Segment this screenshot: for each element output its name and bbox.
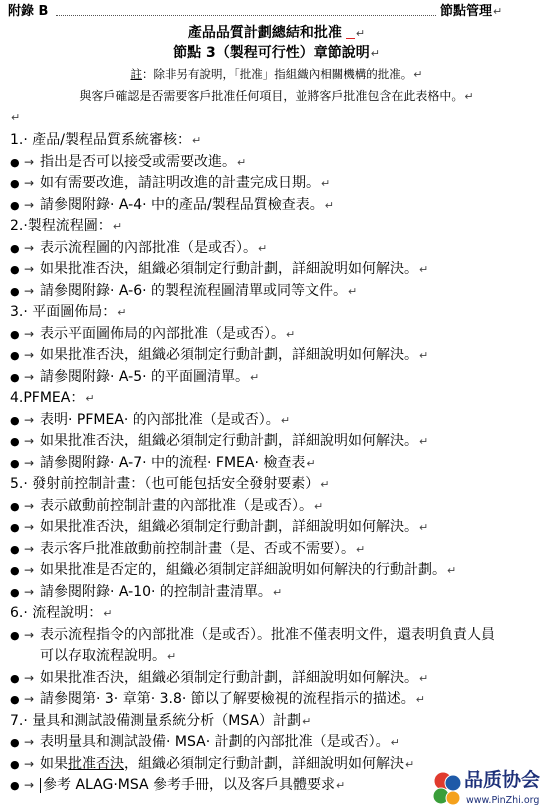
list-item-text: 表示客戶批准啟動前控制計畫（是、否或不需要）。: [40, 540, 355, 557]
list-item-text: 請參閱附錄· A-5· 的平面圖清單。: [40, 368, 250, 385]
section-heading: [0, 130, 553, 152]
tab-mark: →: [24, 434, 35, 448]
paragraph-mark: ↵: [306, 456, 316, 470]
header-section-text: 節點管理: [440, 4, 493, 19]
tab-mark: →: [24, 283, 35, 298]
paragraph-mark: ↵: [390, 736, 400, 749]
flagged-text: 批准否決: [68, 755, 124, 772]
section-heading: [0, 216, 553, 238]
section-heading: [0, 474, 553, 496]
logo-name: 品质协会: [464, 769, 541, 791]
tab-mark: →: [24, 369, 35, 384]
list-item-text: 表示流程指令的內部批准（是或否）。批准不僅表明文件，還表明負責人員: [40, 626, 495, 643]
paragraph-mark: ↵: [324, 198, 334, 212]
bullet-icon: ●: [10, 693, 20, 706]
bullet-icon: ●: [10, 542, 20, 556]
paragraph-mark: ↵: [370, 47, 380, 60]
document-subtitle: [0, 44, 553, 63]
dotted-leader: [56, 15, 436, 16]
list-item-text-suffix: ，組織必須制定行動計劃，詳細說明如何解決: [124, 755, 404, 772]
bullet-icon: ●: [10, 327, 20, 341]
approval-note: [0, 65, 553, 84]
paragraph-mark: ↵: [112, 220, 123, 233]
tab-mark: →: [24, 735, 35, 749]
list-item-text: 表明量具和測試設備· MSA· 計劃的內部批准（是或否）。: [40, 734, 390, 750]
paragraph-mark: ↵: [314, 499, 324, 513]
tab-mark: →: [24, 176, 35, 190]
bullet-icon: ●: [10, 564, 20, 577]
paragraph-mark: ↵: [493, 5, 503, 18]
paragraph-mark: ↵: [405, 757, 415, 771]
paragraph-mark: ↵: [419, 349, 429, 362]
list-item-text: 表示流程圖的內部批准（是或否）。: [40, 239, 257, 256]
list-item-text: 請參閱附錄· A-6· 的製程流程圖清單或同等文件。: [40, 282, 348, 299]
section-heading-text: 2.·製程流程圖：: [10, 218, 112, 234]
list-item-text: 如果批准是否定的，組織必須制定詳細說明如何解決的行動計劃。: [40, 562, 446, 578]
list-item-text: 表示啟動前控制計畫的內部批准（是或否）。: [40, 497, 313, 514]
customer-note-text: 與客戶確認是否需要客戶批准任何項目，並將客戶批准包含在此表格中。: [79, 89, 464, 103]
document-body: [0, 130, 553, 797]
tab-mark: →: [24, 692, 35, 706]
list-item: [0, 496, 553, 518]
paragraph-mark: ↵: [413, 68, 423, 81]
tab-mark: →: [24, 262, 35, 276]
list-item: [0, 195, 553, 217]
paragraph-mark: ↵: [85, 392, 95, 405]
appendix-label: 附錄 B: [8, 4, 49, 19]
watermark-logo: [432, 768, 553, 810]
bullet-icon: ●: [10, 155, 20, 169]
paragraph-mark: ↵: [415, 693, 425, 706]
paragraph-mark: ↵: [320, 478, 330, 491]
tab-mark: →: [24, 240, 35, 255]
list-item: [0, 367, 553, 389]
bullet-icon: ●: [10, 263, 20, 276]
bullet-icon: ●: [10, 370, 20, 384]
tab-mark: →: [24, 756, 35, 771]
section-heading-text: 6.· 流程說明：: [10, 605, 103, 621]
list-item-text: 表明· PFMEA· 的內部批准（是或否）。: [40, 411, 280, 428]
logo-url: www.PinZhi.org: [466, 795, 540, 806]
list-item-text: 如果批准否決，組織必須制定行動計劃，詳細說明如何解決。: [40, 347, 418, 363]
tab-mark: →: [24, 670, 35, 685]
bullet-icon: ●: [10, 779, 20, 792]
bullet-icon: ●: [10, 349, 20, 362]
tab-mark: →: [24, 541, 35, 556]
section-heading: [0, 711, 553, 733]
paragraph-mark: ↵: [250, 370, 260, 384]
tab-mark: →: [24, 520, 35, 534]
tab-mark: →: [24, 197, 35, 212]
paragraph-mark: ↵: [419, 671, 429, 685]
bullet-icon: ●: [10, 757, 20, 771]
section-heading: [0, 302, 553, 324]
list-item: [0, 345, 553, 367]
list-item: [0, 281, 553, 303]
tab-mark: →: [24, 412, 35, 427]
section-heading: [0, 388, 553, 410]
note-label: 註: [130, 67, 143, 81]
list-item: [0, 410, 553, 432]
tab-mark: →: [24, 498, 35, 513]
list-item: [0, 238, 553, 260]
list-item: [0, 732, 553, 754]
paragraph-mark: ↵: [419, 263, 429, 276]
bullet-icon: ●: [10, 671, 20, 685]
bullet-icon: ●: [10, 198, 20, 212]
tab-mark: →: [24, 455, 35, 470]
list-item-text: 請參閱附錄· A-7· 中的流程· FMEA· 檢查表: [40, 454, 306, 471]
tab-mark: →: [24, 778, 35, 792]
bullet-icon: ●: [10, 435, 20, 448]
list-item-text: 可以存取流程說明。: [40, 648, 166, 664]
bullet-icon: ●: [10, 177, 20, 190]
list-item-text: 如果批准否決，組織必須制定行動計劃，詳細說明如何解決。: [40, 669, 418, 686]
list-item-text: 如有需要改進，請註明改進的計畫完成日期。: [40, 175, 320, 191]
customer-note: [0, 87, 553, 106]
tab-mark: →: [24, 326, 35, 341]
paragraph-mark: ↵: [464, 90, 474, 103]
list-item: [0, 453, 553, 475]
list-item: [0, 152, 553, 174]
bullet-icon: ●: [10, 499, 20, 513]
list-item: [0, 259, 553, 281]
list-item-text-prefix: 如果: [40, 755, 68, 772]
list-item-continuation: [0, 646, 553, 668]
paragraph-mark: ↵: [167, 650, 177, 663]
paragraph-mark: ↵: [258, 241, 268, 255]
tab-mark: →: [24, 627, 35, 642]
paragraph-mark: ↵: [237, 155, 247, 169]
note-text: ：除非另有說明，「批准」指組織內相關機構的批准。: [142, 67, 413, 81]
paragraph-mark: ↵: [348, 284, 358, 298]
paragraph-mark: ↵: [272, 585, 283, 599]
section-heading-text: 4.PFMEA：: [10, 390, 85, 406]
section-heading-text: 1.· 產品/製程品質系統審核：: [10, 132, 191, 148]
paragraph-mark: ↵: [117, 306, 127, 319]
list-item-text: 如果批准否決，組織必須制定行動計劃，詳細說明如何解決。: [40, 433, 418, 449]
spelling-mark: [346, 28, 355, 39]
list-item-text: 如果批准否決，組織必須制定行動計劃，詳細說明如何解決。: [40, 519, 418, 535]
logo-mark-icon: [432, 770, 462, 808]
paragraph-mark: ↵: [447, 564, 457, 577]
list-item-text: 如果批准否決，組織必須制定行動計劃，詳細說明如何解決。: [40, 261, 418, 277]
tab-mark: →: [24, 348, 35, 362]
paragraph-mark: ↵: [355, 27, 366, 40]
bullet-icon: ●: [10, 736, 20, 749]
section-heading: [0, 603, 553, 625]
bullet-icon: ●: [10, 585, 20, 599]
list-item: [0, 539, 553, 561]
bullet-icon: ●: [10, 456, 20, 470]
list-item-text: 參考 ALAG·MSA 參考手冊，以及客戶具體要求: [43, 777, 336, 793]
bullet-icon: ●: [10, 284, 20, 298]
tab-mark: →: [24, 563, 35, 577]
page-header: [8, 3, 553, 21]
list-item: [0, 582, 553, 604]
list-item: [0, 668, 553, 690]
paragraph-mark: ↵: [419, 435, 429, 448]
list-item: [0, 689, 553, 711]
list-item-text: 請參閱附錄· A-10· 的控制計畫清單。: [40, 583, 272, 600]
list-item: [0, 173, 553, 195]
list-item: [0, 517, 553, 539]
paragraph-mark: ↵: [419, 521, 429, 534]
paragraph-mark: ↵: [280, 413, 291, 427]
title-text: 產品品質計劃總結和批准: [187, 25, 342, 41]
list-item-text: 請參閱附錄· A-4· 中的產品/製程品質檢查表。: [40, 196, 324, 213]
header-section-label: [440, 3, 502, 21]
list-item: [0, 560, 553, 582]
empty-paragraph-mark: ↵: [11, 111, 21, 124]
section-heading-text: 3.· 平面圖佈局：: [10, 304, 117, 320]
paragraph-mark: ↵: [336, 779, 346, 792]
list-item: [0, 431, 553, 453]
paragraph-mark: ↵: [286, 327, 296, 341]
list-item-text: 表示平面圖佈局的內部批准（是或否）。: [40, 325, 285, 342]
paragraph-mark: ↵: [302, 714, 312, 728]
paragraph-mark: ↵: [321, 177, 331, 190]
list-item: [0, 625, 553, 647]
section-heading-text: 5.· 發射前控制計畫：（也可能包括安全發射要素）: [10, 476, 320, 492]
paragraph-mark: ↵: [191, 134, 202, 147]
list-item-text: 請參閱第· 3· 章第· 3.8· 節以了解要檢視的流程指示的描述。: [40, 691, 415, 707]
list-item-text: 指出是否可以接受或需要改進。: [40, 153, 236, 170]
document-title: [0, 24, 553, 43]
bullet-icon: ●: [10, 241, 20, 255]
text-cursor: [40, 778, 41, 793]
paragraph-mark: ↵: [103, 607, 113, 620]
bullet-icon: ●: [10, 413, 20, 427]
bullet-icon: ●: [10, 628, 20, 642]
tab-mark: →: [24, 154, 35, 169]
tab-mark: →: [24, 584, 35, 599]
paragraph-mark: ↵: [356, 542, 366, 556]
bullet-icon: ●: [10, 521, 20, 534]
section-heading-text: 7.· 量具和測試設備測量系統分析（MSA）計劃: [10, 712, 302, 729]
subtitle-text: 節點 3（製程可行性）章節說明: [173, 45, 370, 61]
list-item: [0, 324, 553, 346]
